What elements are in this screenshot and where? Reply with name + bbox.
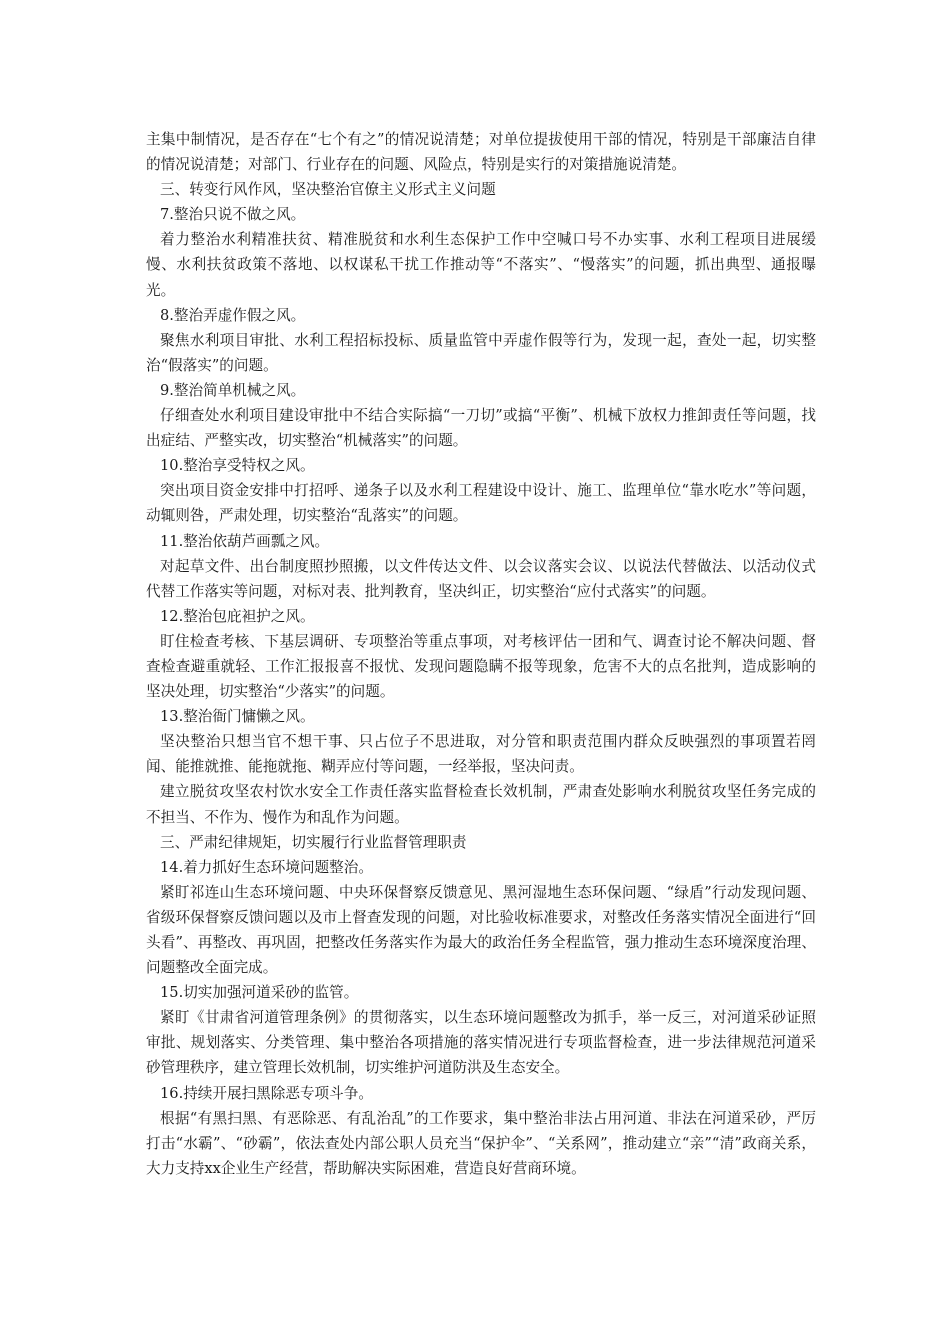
item-body-7: 着力整治水利精准扶贫、精准脱贫和水利生态保护工作中空喊口号不办实事、水利工程项目进展缓慢、水利扶贫政策不落地、以权谋私干扰工作推动等“不落实”、“慢落实”的问题，抓出典型、通报曝光。 [146, 231, 816, 299]
section-heading-discipline: 三、严肃纪律规矩，切实履行行业监督管理职责 [160, 833, 467, 851]
item-body-14: 紧盯祁连山生态环境问题、中央环保督察反馈意见、黑河湿地生态环保问题、“绿盾”行动发现问题、省级环保督察反馈问题以及市上督查发现的问题，对比验收标准要求，对整改任务落实情况全面进行“回头看”、再整改、再巩固，把整改任务落实作为最大的政治任务全程监管，强力推动生态环境深度治理、问题整改全面完成。 [146, 883, 816, 977]
item-body-9: 仔细查处水利项目建设审批中不结合实际搞“一刀切”或搞“平衡”、机械下放权力推卸责任等问题，找出症结、严整实改，切实整治“机械落实”的问题。 [146, 407, 816, 450]
item-body-16: 根据“有黑扫黑、有恶除恶、有乱治乱”的工作要求，集中整治非法占用河道、非法在河道采砂，严厉打击“水霸”、“砂霸”，依法查处内部公职人员充当“保护伞”、“关系网”，推动建立“亲”“清”政商关系，大力支持xx企业生产经营，帮助解决实际困难，营造良好营商环境。 [146, 1109, 816, 1177]
item-heading-12: 12.整治包庇袒护之风。 [160, 607, 315, 625]
item-body-13: 坚决整治只想当官不想干事、只占位子不思进取，对分管和职责范围内群众反映强烈的事项置若罔闻、能推就推、能拖就拖、糊弄应付等问题，一经举报，坚决问责。 [146, 733, 816, 776]
paragraph-0: 主集中制情况，是否存在“七个有之”的情况说清楚；对单位提拔使用干部的情况，特别是干部廉洁自律的情况说清楚；对部门、行业存在的问题、风险点，特别是实行的对策措施说清楚。 [146, 131, 816, 174]
item-heading-13: 13.整治衙门慵懒之风。 [160, 708, 315, 726]
item-heading-8: 8.整治弄虚作假之风。 [160, 306, 306, 324]
item-heading-14: 14.着力抓好生态环境问题整治。 [160, 858, 373, 876]
item-body-8: 聚焦水利项目审批、水利工程招标投标、质量监管中弄虚作假等行为，发现一起，查处一起，切实整治“假落实”的问题。 [146, 331, 816, 374]
item-body-11: 对起草文件、出台制度照抄照搬，以文件传达文件、以会议落实会议、以说法代替做法、以活动仪式代替工作落实等问题，对标对表、批判教育，坚决纠正，切实整治“应付式落实”的问题。 [146, 557, 816, 600]
item-body-10: 突出项目资金安排中打招呼、递条子以及水利工程建设中设计、施工、监理单位“靠水吃水”等问题，动辄则咎，严肃处理，切实整治“乱落实”的问题。 [146, 482, 816, 525]
item-body-13-extra: 建立脱贫攻坚农村饮水安全工作责任落实监督检查长效机制，严肃查处影响水利脱贫攻坚任务完成的不担当、不作为、慢作为和乱作为问题。 [146, 783, 816, 826]
document-body [146, 127, 816, 1181]
item-heading-7: 7.整治只说不做之风。 [160, 206, 306, 224]
item-heading-10: 10.整治享受特权之风。 [160, 457, 315, 475]
item-heading-16: 16.持续开展扫黑除恶专项斗争。 [160, 1084, 373, 1102]
item-body-12: 盯住检查考核、下基层调研、专项整治等重点事项，对考核评估一团和气、调查讨论不解决问题、督查检查避重就轻、工作汇报报喜不报忧、发现问题隐瞒不报等现象，危害不大的点名批判，造成影响的坚决处理，切实整治“少落实”的问题。 [146, 632, 816, 701]
item-heading-9: 9.整治简单机械之风。 [160, 381, 306, 399]
item-heading-11: 11.整治依葫芦画瓢之风。 [160, 532, 330, 550]
item-heading-15: 15.切实加强河道采砂的监管。 [160, 984, 359, 1002]
section-heading-3: 三、转变行风作风，坚决整治官僚主义形式主义问题 [160, 181, 496, 199]
item-body-15: 紧盯《甘肃省河道管理条例》的贯彻落实，以生态环境问题整改为抓手，举一反三，对河道采砂证照审批、规划落实、分类管理、集中整治各项措施的落实情况进行专项监督检查，进一步法律规范河道采砂管理秩序，建立管理长效机制，切实维护河道防洪及生态安全。 [146, 1009, 816, 1077]
